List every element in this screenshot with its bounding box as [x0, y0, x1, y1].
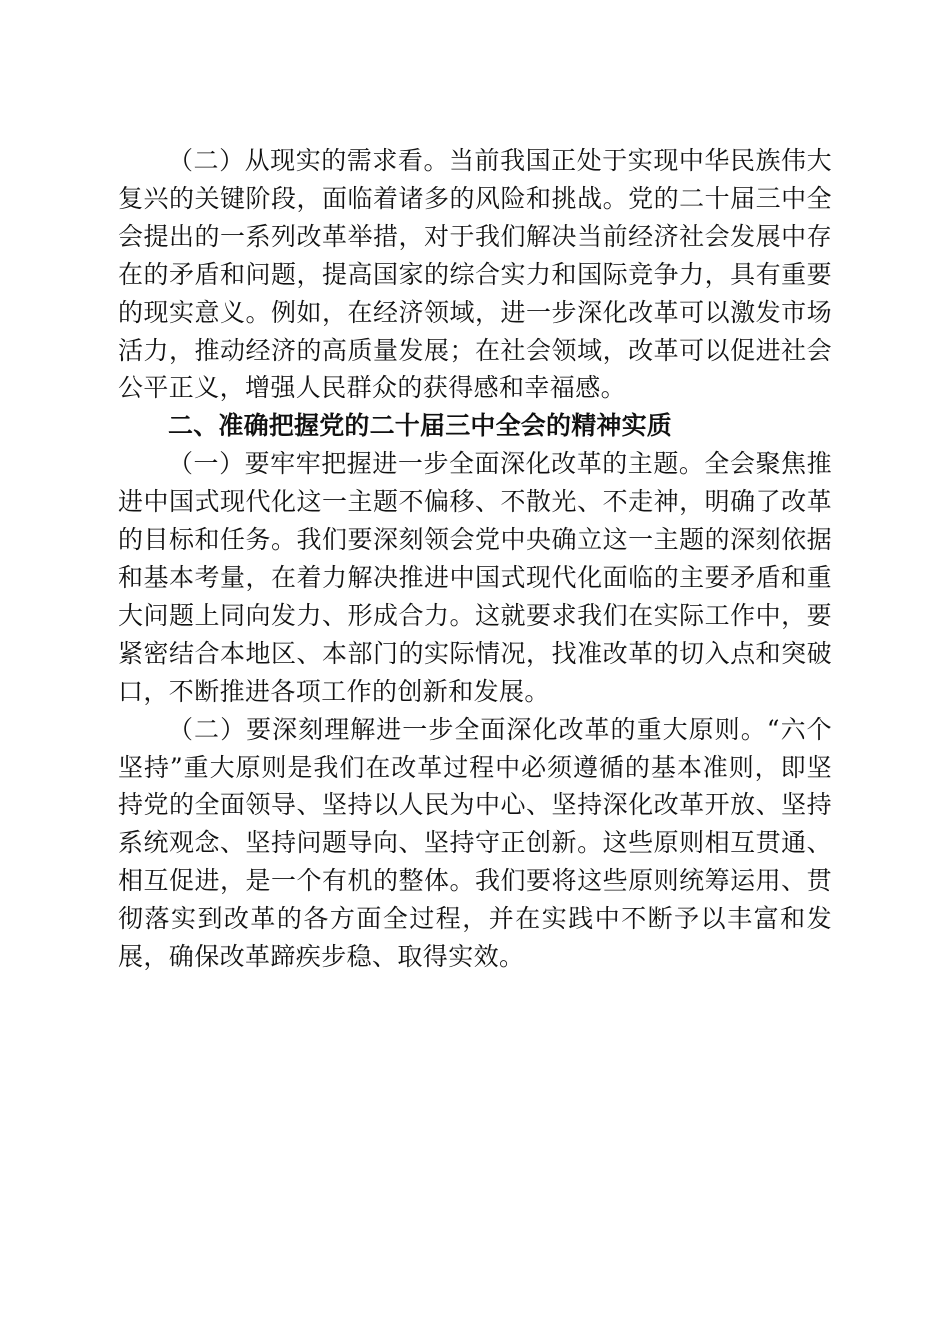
- paragraph-realistic-demand: （二）从现实的需求看。当前我国正处于实现中华民族伟大复兴的关键阶段，面临着诸多的风险和挑战。党的二十届三中全会提出的一系列改革举措，对于我们解决当前经济社会发展中存在的矛盾和问题，提高国家的综合实力和国际竞争力，具有重要的现实意义。例如，在经济领域，进一步深化改革可以激发市场活力，推动经济的高质量发展；在社会领域，改革可以促进社会公平正义，增强人民群众的获得感和幸福感。: [118, 146, 832, 403]
- paragraph-reform-theme: （一）要牢牢把握进一步全面深化改革的主题。全会聚焦推进中国式现代化这一主题不偏移、不散光、不走神，明确了改革的目标和任务。我们要深刻领会党中央确立这一主题的深刻依据和基本考量，在着力解决推进中国式现代化面临的主要矛盾和重大问题上同向发力、形成合力。这就要求我们在实际工作中，要紧密结合本地区、本部门的实际情况，找准改革的切入点和突破口，不断推进各项工作的创新和发展。: [118, 449, 832, 706]
- paragraph-reform-principles: （二）要深刻理解进一步全面深化改革的重大原则。“六个坚持”重大原则是我们在改革过程中必须遵循的基本准则，即坚持党的全面领导、坚持以人民为中心、坚持深化改革开放、坚持系统观念、坚持问题导向、坚持守正创新。这些原则相互贯通、相互促进，是一个有机的整体。我们要将这些原则统筹运用、贯彻落实到改革的各方面全过程，并在实践中不断予以丰富和发展，确保改革蹄疾步稳、取得实效。: [118, 714, 832, 972]
- document-body: [118, 142, 832, 976]
- section-heading-2: 二、准确把握党的二十届三中全会的精神实质: [168, 411, 673, 441]
